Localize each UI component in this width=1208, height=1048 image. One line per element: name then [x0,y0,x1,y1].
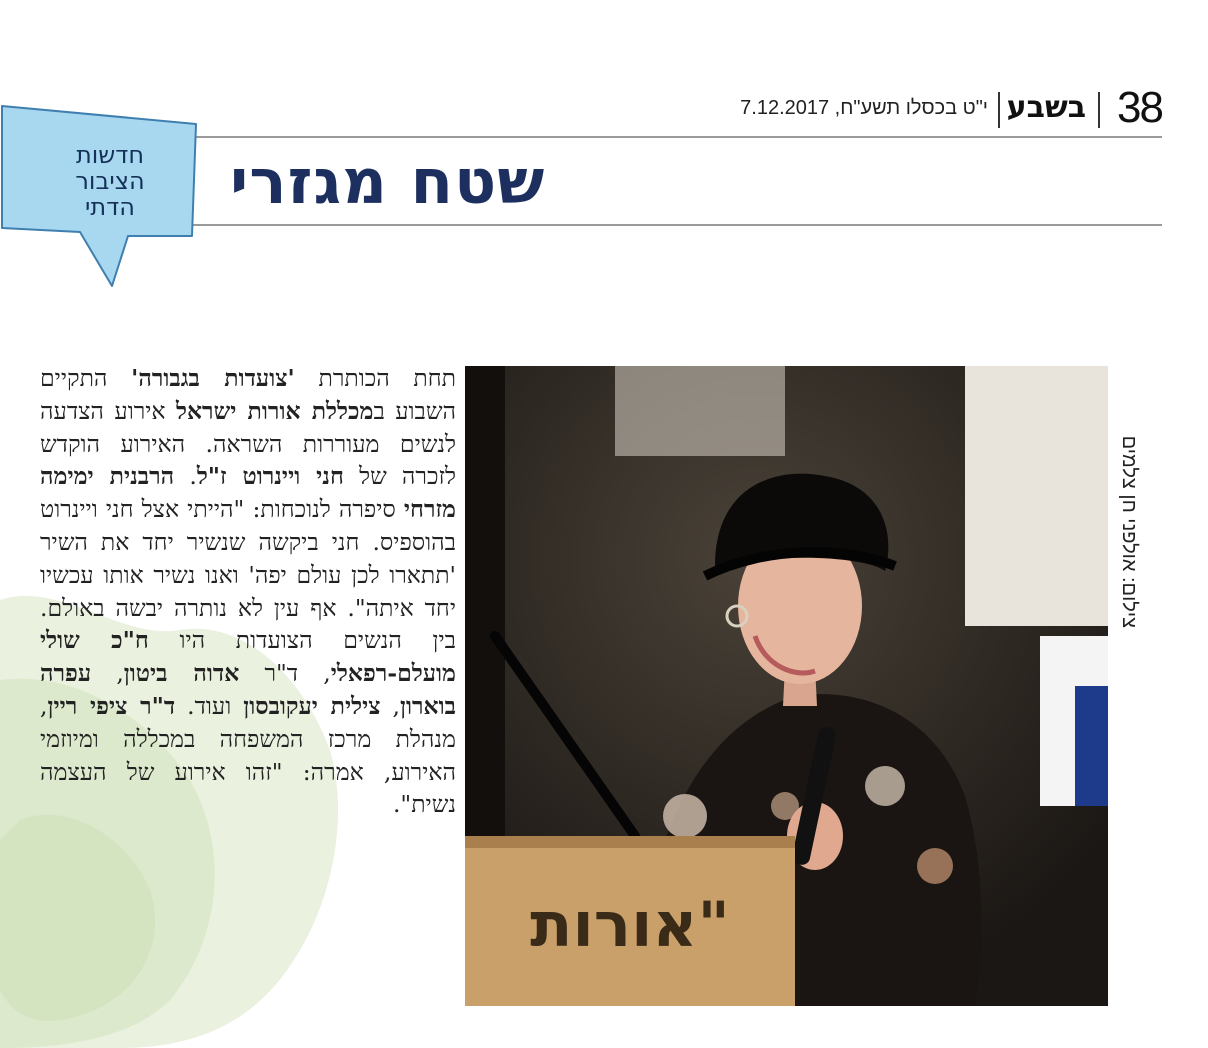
page-number: 38 [1117,83,1162,132]
article-text: אירוע הצדעה לנשים מעוררות השראה. האירוע הוקדש לזכרה של [40,396,456,491]
article-highlight: מכללת אורות ישראל [175,396,374,425]
header-divider [1098,92,1100,128]
publication-name: בשבע [1006,90,1086,125]
section-tag-line: הציבור [75,167,145,195]
article-highlight: חני ויינרוט ז"ל [196,462,344,491]
photo-credit [1112,368,1148,628]
article-text: תחת הכותרת [294,364,457,392]
article-photo [465,366,1108,1006]
section-rule [140,224,1162,226]
article-highlight: אדוה ביטון [123,659,240,688]
section-tag-line: הדתי [85,193,135,221]
article-highlight: הרבנית ימימה מזרחי [40,462,456,524]
article-text: התקיים השבוע ב [40,364,457,425]
section-tag-line: חדשות [75,141,145,169]
podium-logo-text: "אורות [530,888,730,961]
article-text: סיפרה לנוכחות: "הייתי אצל חני ויינרוט בהוספיס. חני ביקשה שנשיר יחד את השיר 'תתארו לכן עולם יפה' ואנו נשיר אותו עכשיו יחד איתה". אף עין לא נותרה יבשה באולם. בין הנשים הצועדות היו [40,495,456,655]
article-text: ועוד. [175,691,244,720]
header-divider [998,92,1000,128]
article-body [40,362,456,821]
photo-credit-text: צילום: אולפני חן צלמים [1118,435,1140,628]
header-rule [140,136,1162,138]
article-text: , [91,659,124,688]
photo-illustration [465,366,1108,1006]
issue-date: י"ט בכסלו תשע"ח, 7.12.2017 [740,97,988,119]
article-text: , מנהלת מרכז המשפחה במכללה ומיוזמי האירוע, אמרה: "זהו אירוע של העצמה נשית". [40,691,456,819]
article-highlight: ד"ר ציפי ריין [47,691,176,720]
section-title: שטח מגזרי [230,145,546,218]
article-text: . [174,462,197,491]
article-highlight: עפרה בוארון [40,659,456,720]
article-highlight: ח"כ שולי מועלם-רפאלי [40,626,456,688]
article-text: , [380,691,401,720]
article-text: , ד"ר [239,659,331,688]
article-highlight: 'צועדות בגבורה' [131,364,295,392]
article-highlight: צילית יעקובסון [243,691,381,720]
section-tag [40,142,180,220]
